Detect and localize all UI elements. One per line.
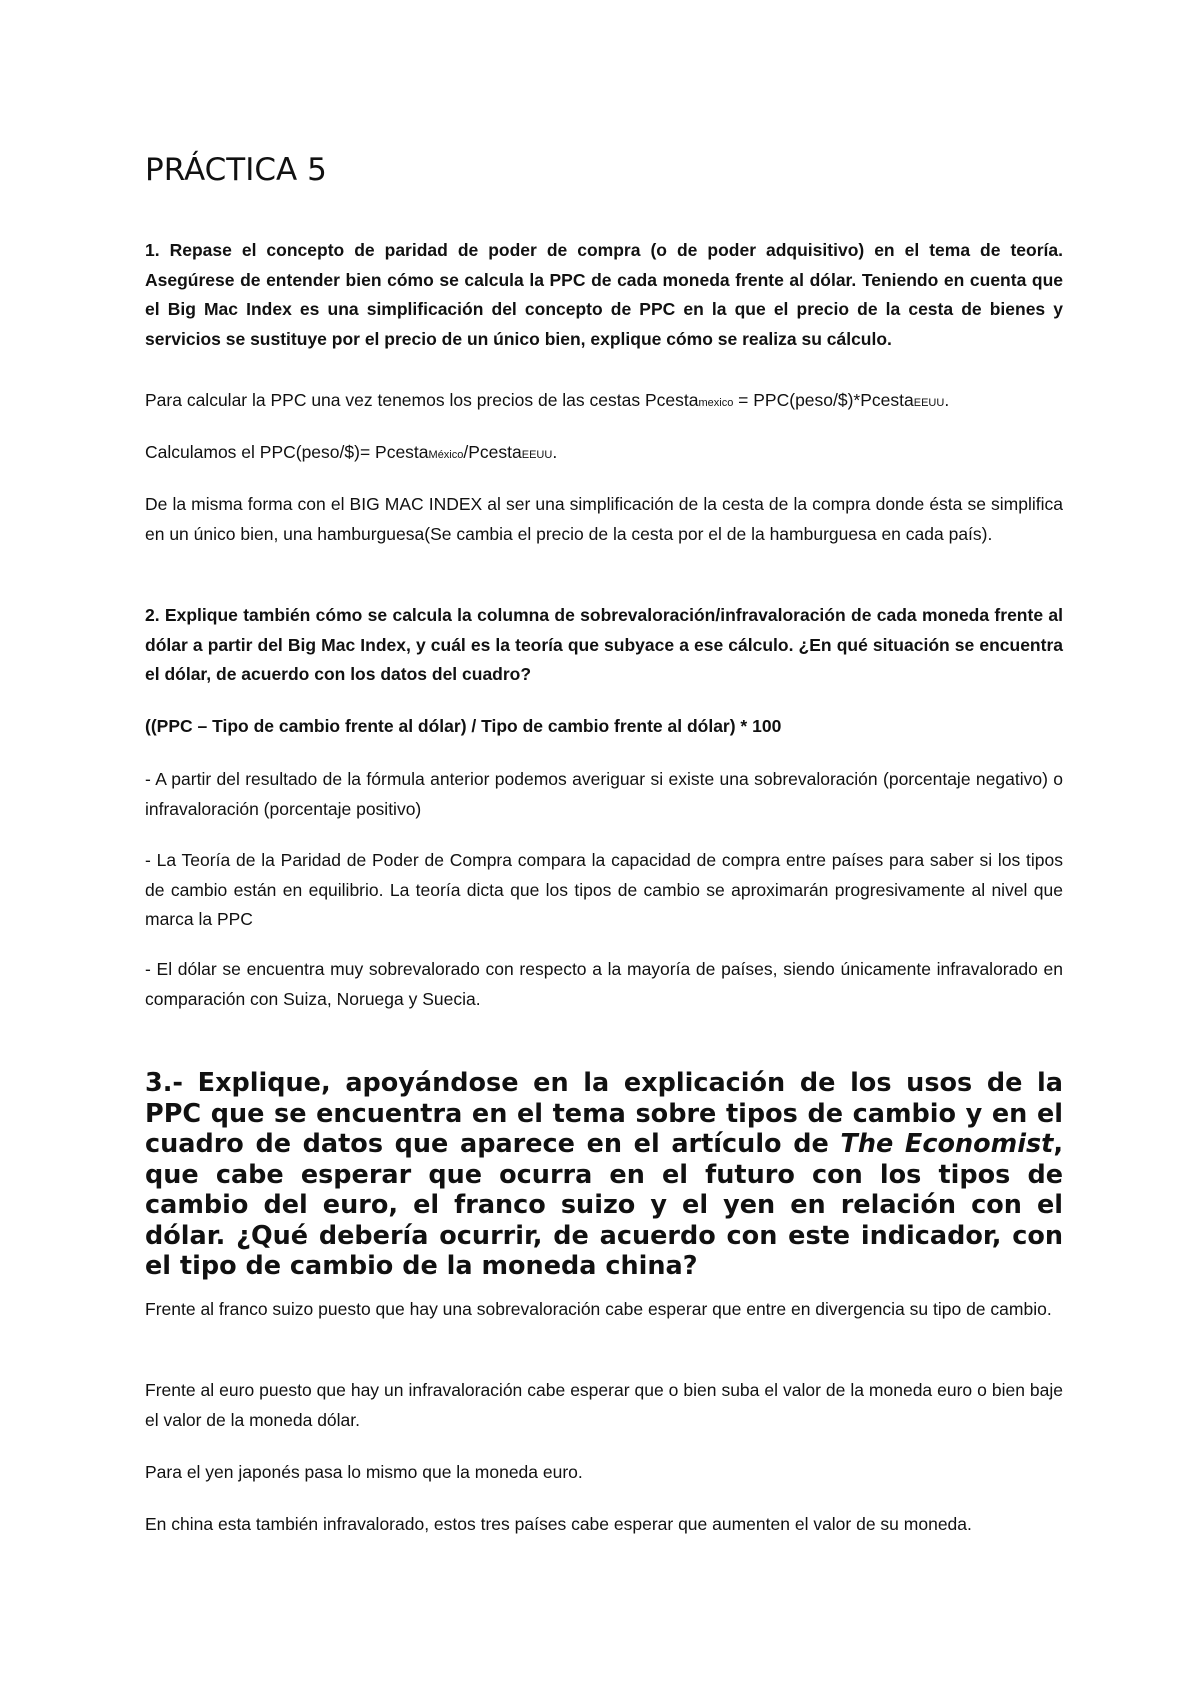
question-2 [145,601,1063,690]
answer-1-calc-sub-mexico: México [428,449,464,461]
question-2-text: 2. Explique también cómo se calcula la columna de sobrevaloración/infravaloración de cada moneda frente al dólar a partir del Big Mac Index, y cuál es la teoría que subyace a ese cálculo. ¿En qué situación se encuentra el dólar, de acuerdo con los datos del cuadro? [145,605,1063,684]
answer-1-formula [145,386,1063,419]
answer-1-formula-sub-eeuu: EEUU [913,397,945,409]
answer-1-formula-prefix: Para calcular la PPC una vez tenemos los precios de las cestas Pcesta [145,390,699,410]
answer-2-formula-text: ((PPC – Tipo de cambio frente al dólar) / Tipo de cambio frente al dólar) * 100 [145,716,782,736]
answer-1-calc-prefix: Calculamos el PPC(peso/$)= Pcesta [145,442,429,462]
answer-1-calc-sub-eeuu: EEUU [521,449,553,461]
answer-3-b [145,1376,1063,1435]
answer-1-formula-mid: = PPC(peso/$)*Pcesta [733,390,914,410]
page-title: PRÁCTICA 5 [145,152,327,188]
answer-2-b [145,846,1063,935]
answer-3-c [145,1458,1063,1488]
answer-3-d-text: En china esta también infravalorado, estos tres países cabe esperar que aumenten el valor de su moneda. [145,1514,972,1534]
answer-2-c-text: - El dólar se encuentra muy sobrevalorado con respecto a la mayoría de países, siendo únicamente infravalorado en comparación con Suiza, Noruega y Suecia. [145,959,1063,1009]
question-3-text [145,1068,1063,1282]
question-1 [145,236,1063,354]
answer-1-calc-end: . [552,442,558,462]
answer-1-calc-mid: /Pcesta [463,442,522,462]
question-3 [145,1068,1063,1282]
answer-1-bigmac [145,490,1063,549]
question-1-text: 1. Repase el concepto de paridad de poder de compra (o de poder adquisitivo) en el tema de teoría. Asegúrese de entender bien cómo se calcula la PPC de cada moneda frente al dólar. Teniendo en cuenta que el Big Mac Index es una simplificación del concepto de PPC en la que el precio de la cesta de bienes y servicios se sustituye por el precio de un único bien, explique cómo se realiza su cálculo. [145,240,1063,349]
question-3-italic: The Economist [840,1129,1054,1159]
question-3-part2: , que cabe esperar que ocurra en el futuro con los tipos de cambio del euro, el franco suizo y el yen en relación con el dólar. ¿Qué debería ocurrir, de acuerdo con este indicador, con el tipo de cambio de la moneda china? [145,1129,1063,1281]
answer-1-formula-sub-mexico: mexico [698,397,734,409]
answer-3-d [145,1510,1063,1540]
answer-1-bigmac-text: De la misma forma con el BIG MAC INDEX al ser una simplificación de la cesta de la compra donde ésta se simplifica en un único bien, una hamburguesa(Se cambia el precio de la cesta por el de la hamburguesa en cada país). [145,494,1063,544]
answer-1-formula-end: . [944,390,950,410]
answer-3-a-text: Frente al franco suizo puesto que hay una sobrevaloración cabe esperar que entre en divergencia su tipo de cambio. [145,1299,1052,1319]
answer-3-c-text: Para el yen japonés pasa lo mismo que la moneda euro. [145,1462,583,1482]
answer-2-formula [145,712,1063,742]
answer-2-a [145,765,1063,824]
answer-2-b-text: - La Teoría de la Paridad de Poder de Compra compara la capacidad de compra entre países para saber si los tipos de cambio están en equilibrio. La teoría dicta que los tipos de cambio se aproximarán progresivamente al nivel que marca la PPC [145,850,1063,929]
answer-1-calc [145,438,1063,471]
answer-2-a-text: - A partir del resultado de la fórmula anterior podemos averiguar si existe una sobrevaloración (porcentaje negativo) o infravaloración (porcentaje positivo) [145,769,1063,819]
answer-2-c [145,955,1063,1014]
answer-3-a [145,1295,1063,1325]
question-3-part1: 3.- Explique, apoyándose en la explicación de los usos de la PPC que se encuentra en el tema sobre tipos de cambio y en el cuadro de datos que aparece en el artículo de [145,1068,1063,1159]
answer-3-b-text: Frente al euro puesto que hay un infravaloración cabe esperar que o bien suba el valor de la moneda euro o bien baje el valor de la moneda dólar. [145,1380,1063,1430]
